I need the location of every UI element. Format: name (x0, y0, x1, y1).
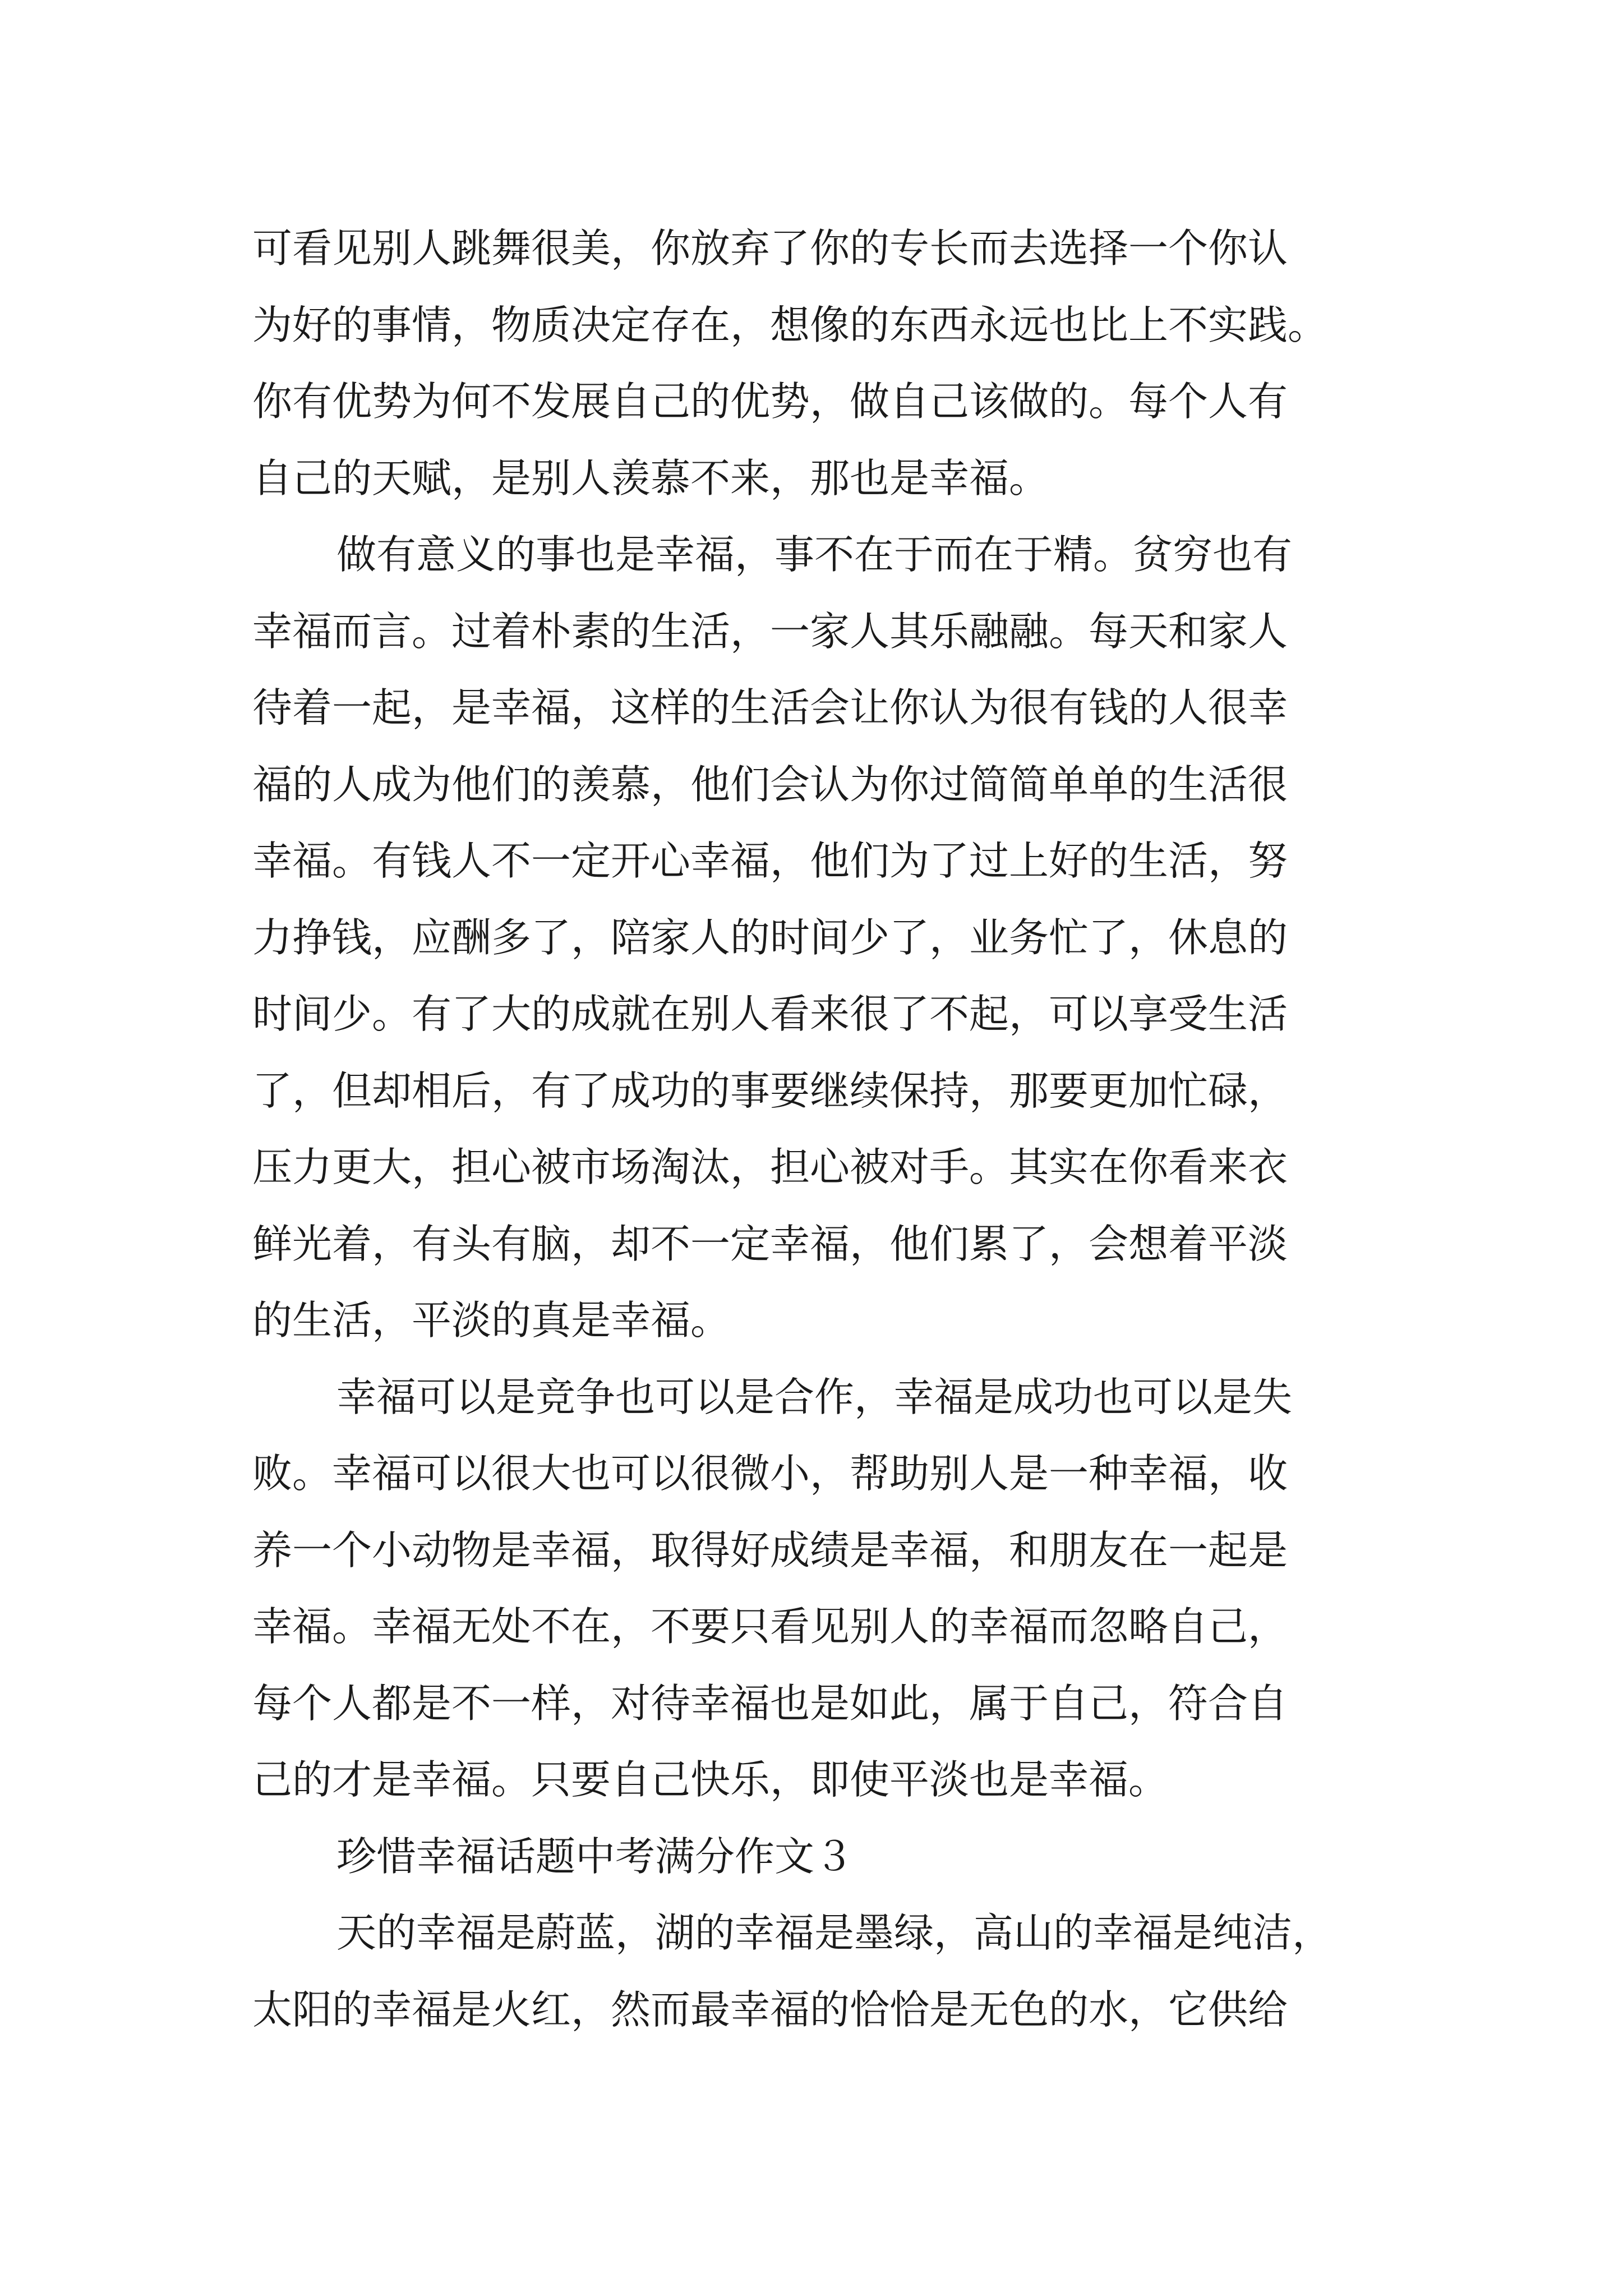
text-line: 鲜光着，有头有脑，却不一定幸福，他们累了，会想着平淡 (252, 1221, 1288, 1267)
text-line: 可看见别人跳舞很美，你放弃了你的专长而去选择一个你认 (252, 225, 1288, 272)
text-line: 幸福。有钱人不一定开心幸福，他们为了过上好的生活，努 (252, 838, 1288, 884)
text-line: 了，但却相后，有了成功的事要继续保持，那要更加忙碌， (252, 1068, 1288, 1114)
paragraph-first-line: 做有意义的事也是幸福，事不在于而在于精。贫穷也有 (336, 531, 1293, 578)
text-line: 自己的天赋，是别人羡慕不来，那也是幸福。 (252, 455, 1049, 501)
text-line: 力挣钱，应酬多了，陪家人的时间少了，业务忙了，休息的 (252, 914, 1288, 961)
text-line: 时间少。有了大的成就在别人看来很了不起，可以享受生活 (252, 991, 1288, 1037)
text-line: 你有优势为何不发展自己的优势，做自己该做的。每个人有 (252, 378, 1288, 425)
text-line: 养一个小动物是幸福，取得好成绩是幸福，和朋友在一起是 (252, 1527, 1288, 1573)
text-line: 败。幸福可以很大也可以很微小，帮助别人是一种幸福，收 (252, 1450, 1288, 1497)
text-line: 的生活，平淡的真是幸福。 (252, 1297, 731, 1343)
text-line: 幸福。幸福无处不在，不要只看见别人的幸福而忽略自己， (252, 1603, 1288, 1650)
text-line: 己的才是幸福。只要自己快乐，即使平淡也是幸福。 (252, 1756, 1169, 1803)
section-heading: 珍惜幸福话题中考满分作文３ (336, 1833, 855, 1880)
text-line: 待着一起，是幸福，这样的生活会让你认为很有钱的人很幸 (252, 684, 1288, 731)
text-line: 福的人成为他们的羡慕，他们会认为你过简简单单的生活很 (252, 761, 1288, 808)
paragraph-first-line: 天的幸福是蔚蓝，湖的幸福是墨绿，高山的幸福是纯洁， (336, 1910, 1332, 1956)
text-line: 太阳的幸福是火红，然而最幸福的恰恰是无色的水，它供给 (252, 1986, 1288, 2033)
text-line: 压力更大，担心被市场淘汰，担心被对手。其实在你看来衣 (252, 1144, 1288, 1190)
text-line: 幸福而言。过着朴素的生活，一家人其乐融融。每天和家人 (252, 608, 1288, 655)
paragraph-first-line: 幸福可以是竞争也可以是合作，幸福是成功也可以是失 (336, 1374, 1293, 1420)
text-line: 为好的事情，物质决定存在，想像的东西永远也比上不实践。 (252, 302, 1328, 348)
text-line: 每个人都是不一样，对待幸福也是如此，属于自己，符合自 (252, 1680, 1288, 1727)
